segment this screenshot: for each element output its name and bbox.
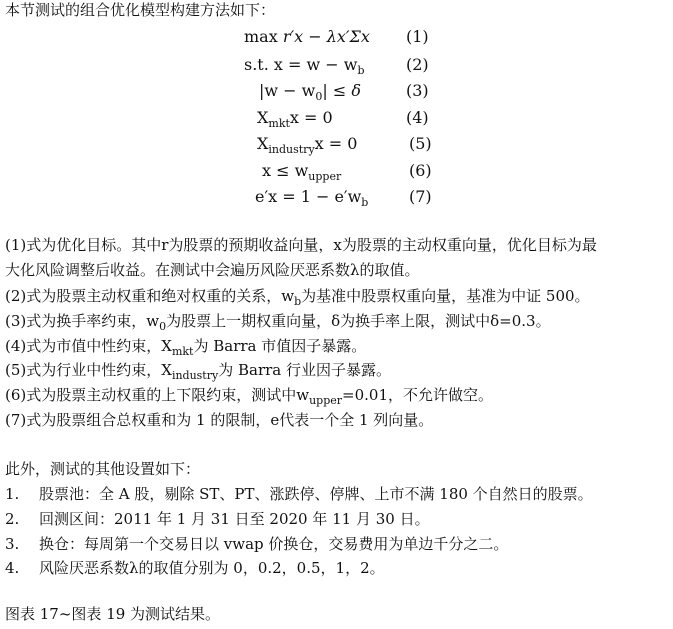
list-item bbox=[5, 533, 508, 555]
list-item bbox=[5, 483, 593, 505]
list-item bbox=[5, 557, 385, 579]
description-2: (2)式为股票主动权重和绝对权重的关系，$w_b$为基准中股票权重向量，基准为中证 500。 bbox=[5, 287, 590, 308]
description-1-line-1: (1)式为优化目标。其中r为股票的预期收益向量，x为股票的主动权重向量，优化目标为最 bbox=[5, 236, 597, 254]
equation-formula: $X_{mkt}x = 0$ bbox=[257, 108, 333, 130]
intro-text: 本节测试的组合优化模型构建方法如下： bbox=[5, 1, 276, 19]
equation-formula: max r′x − λx′Σx bbox=[244, 27, 370, 46]
equation-number: (5) bbox=[409, 134, 432, 153]
equation-number: (2) bbox=[406, 55, 429, 74]
equation-formula: s.t. $x = w - w_b$ bbox=[244, 55, 365, 77]
equation-number: (7) bbox=[409, 187, 432, 206]
list-number: 2. bbox=[5, 510, 20, 528]
list-number: 4. bbox=[5, 559, 20, 577]
equation-number: (4) bbox=[406, 108, 429, 127]
description-3: (3)式为换手率约束，$w_0$为股票上一期权重向量，δ为换手率上限，测试中δ=0.3。 bbox=[5, 312, 551, 333]
settings-intro: 此外，测试的其他设置如下： bbox=[5, 460, 201, 478]
list-text: 风险厌恶系数λ的取值分别为 0，0.2，0.5，1，2。 bbox=[39, 559, 385, 577]
description-1-line-2: 大化风险调整后收益。在测试中会遍历风险厌恶系数λ的取值。 bbox=[5, 261, 420, 279]
list-text: 股票池：全 A 股，剔除 ST、PT、涨跌停、停牌、上市不满 180 个自然日的股票。 bbox=[39, 485, 593, 503]
list-number: 1. bbox=[5, 485, 20, 503]
footer-text: 图表 17~图表 19 为测试结果。 bbox=[5, 605, 221, 623]
equation-number: (1) bbox=[406, 27, 429, 46]
equation-number: (3) bbox=[406, 81, 429, 100]
description-4: (4)式为市值中性约束，$X_{mkt}$为 Barra 市值因子暴露。 bbox=[5, 337, 367, 358]
equation-formula: $|w - w_0| \le \delta$ bbox=[259, 81, 361, 103]
description-6: (6)式为股票主动权重的上下限约束，测试中$w_{upper}=0.01$，不允许做空。 bbox=[5, 386, 493, 407]
description-5: (5)式为行业中性约束，$X_{industry}$为 Barra 行业因子暴露。 bbox=[5, 361, 392, 382]
equation-formula: $e'x = 1 - e'w_b$ bbox=[255, 187, 369, 209]
description-7: (7)式为股票组合总权重和为 1 的限制，e代表一个全 1 列向量。 bbox=[5, 411, 434, 429]
equation-formula: $x \le w_{upper}$ bbox=[262, 161, 342, 183]
equation-formula: $X_{industry}x = 0$ bbox=[257, 134, 358, 156]
list-text: 换仓：每周第一个交易日以 vwap 价换仓，交易费用为单边千分之二。 bbox=[39, 535, 509, 553]
list-text: 回测区间：2011 年 1 月 31 日至 2020 年 11 月 30 日。 bbox=[39, 510, 430, 528]
list-number: 3. bbox=[5, 535, 20, 553]
list-item bbox=[5, 508, 430, 530]
equation-number: (6) bbox=[409, 161, 432, 180]
